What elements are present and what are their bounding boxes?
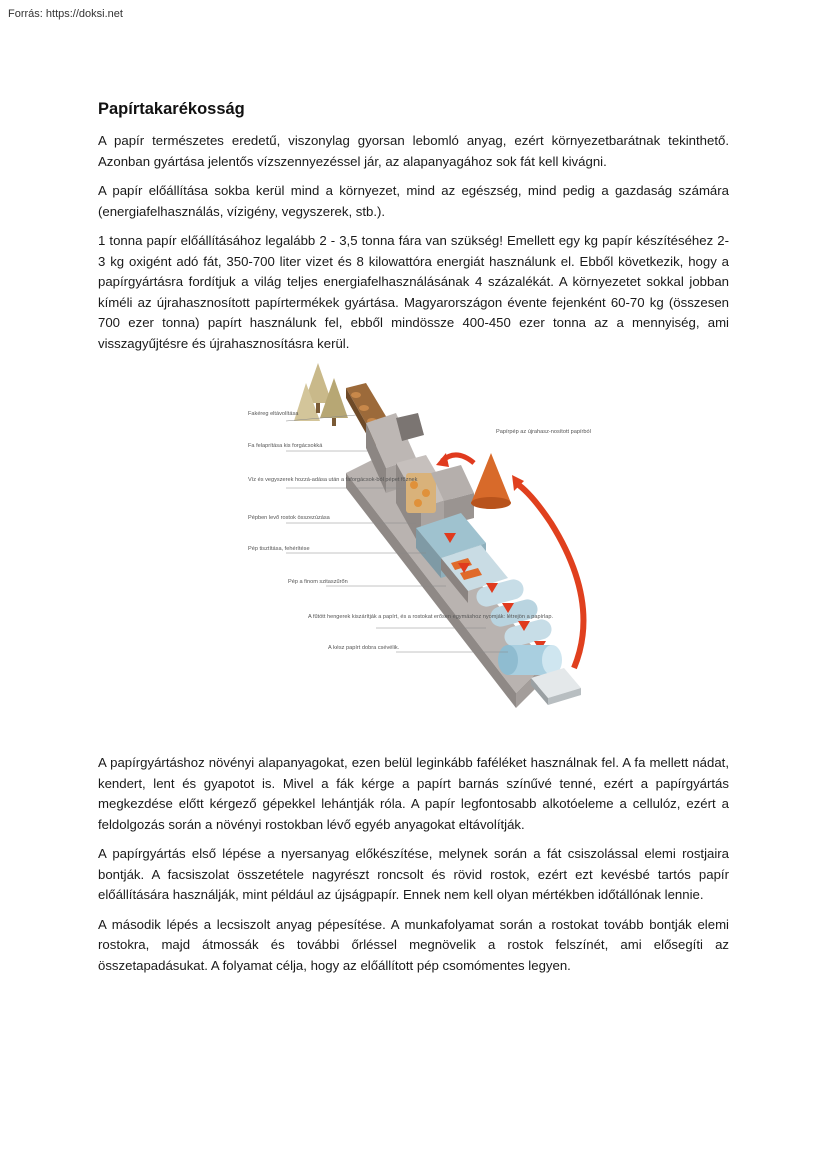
paragraph: A papírgyártáshoz növényi alapanyagokat, ezen belül leginkább faféléket használnak fel. A fa mellett nádat, kendert, lent és gyapotot is. Mivel a fák kérge a papírt barnás színűvé tenné, ezért a papírgyártás megkezdése előtt kérgező gépekkel lehántják róla. A papír legfontosabb alkotóeleme a cellulóz, ezért a feldolgozás során a növényi rostokban lévő egyéb anyagokat eltávolítják. (98, 755, 729, 832)
figure-label: A fűtött hengerek kiszárítják a papírt, és a rostokat erősen egymáshoz nyomják: létrejön a papírlap. (308, 614, 554, 620)
source-link[interactable]: Forrás: https://doksi.net (8, 8, 123, 20)
figure-label: Víz és vegyszerek hozzá-adása után a faforgácsok-ból pépet főznek (248, 477, 418, 483)
recycled-pulp-cone-icon (471, 453, 511, 509)
paragraph: A papírgyártás első lépése a nyersanyag előkészítése, melynek során a fát csiszolással elemi rostjaira bontják. A facsiszolat összetétele nagyrészt roncsolt és rövid rostok, ezért ezt kevésbé tartós papír előállítására használják, mint például az újságpapír. Ennek nem kell olyan mértékben időtállónak lennie. (98, 846, 729, 902)
figure-label: Fakéreg eltávolítása (248, 411, 299, 417)
paper-reel-icon (498, 645, 562, 675)
paragraph: A papír természetes eredetű, viszonylag gyorsan lebomló anyag, ezért környezetbarátnak tekinthető. Azonban gyártása jelentős vízszennyezéssel jár, az alapanyagához sok fát kell kivágni. (98, 133, 729, 169)
document-page (98, 100, 729, 985)
paper-machine-diagram (246, 363, 606, 723)
figure-label: Pép a finom szitaszűrőn (288, 579, 348, 585)
figure-label: Papírpép az újrahasz-nosított papírból (496, 429, 591, 435)
paragraph: A második lépés a lecsiszolt anyag pépesítése. A munkafolyamat során a rostokat tovább bontják elemi rostokra, majd átmossák és további őrléssel megnövelik a rostok felszínét, ami elősegíti az összetapadásukat. A folyamat célja, hogy az előállított pép csomómentes legyen. (98, 916, 729, 973)
figure-label: Pép tisztítása, fehérítése (248, 546, 310, 552)
page-title: Papírtakarékosság (98, 100, 245, 118)
paper-production-illustration (246, 363, 606, 723)
figure-label: Fa felaprítása kis forgácsokká (248, 443, 323, 449)
figure-label: A kész papírt dobra csévélik. (328, 645, 400, 651)
paragraph: A papír előállítása sokba kerül mind a környezet, mind az egészség, mind pedig a gazdaság számára (energiafelhasználás, vízigény, vegyszerek, stb.). (98, 183, 729, 219)
paragraph: 1 tonna papír előállításához legalább 2 - 3,5 tonna fára van szükség! Emellett egy kg papír készítéséhez 2-3 kg oxigént adó fát, 350-700 liter vizet és 8 kilowattóra energiát használunk el. Ebből következik, hogy a papírgyártásra fordítjuk a világ teljes energiafelhasználásának 4 százalékát. A környezetet sokkal jobban kíméli az újrahasznosított papírtermékek gyártása. Magyarországon évente fejenként 60-70 kg (összesen 700 ezer tonna) papírt használunk fel, ebből mindössze 400-450 ezer tonna az a mennyiség, ami visszagyűjtésre és újrahasznosításra kerül. (98, 233, 729, 351)
figure-label: Pépben levő rostok összezúzása (248, 515, 330, 521)
